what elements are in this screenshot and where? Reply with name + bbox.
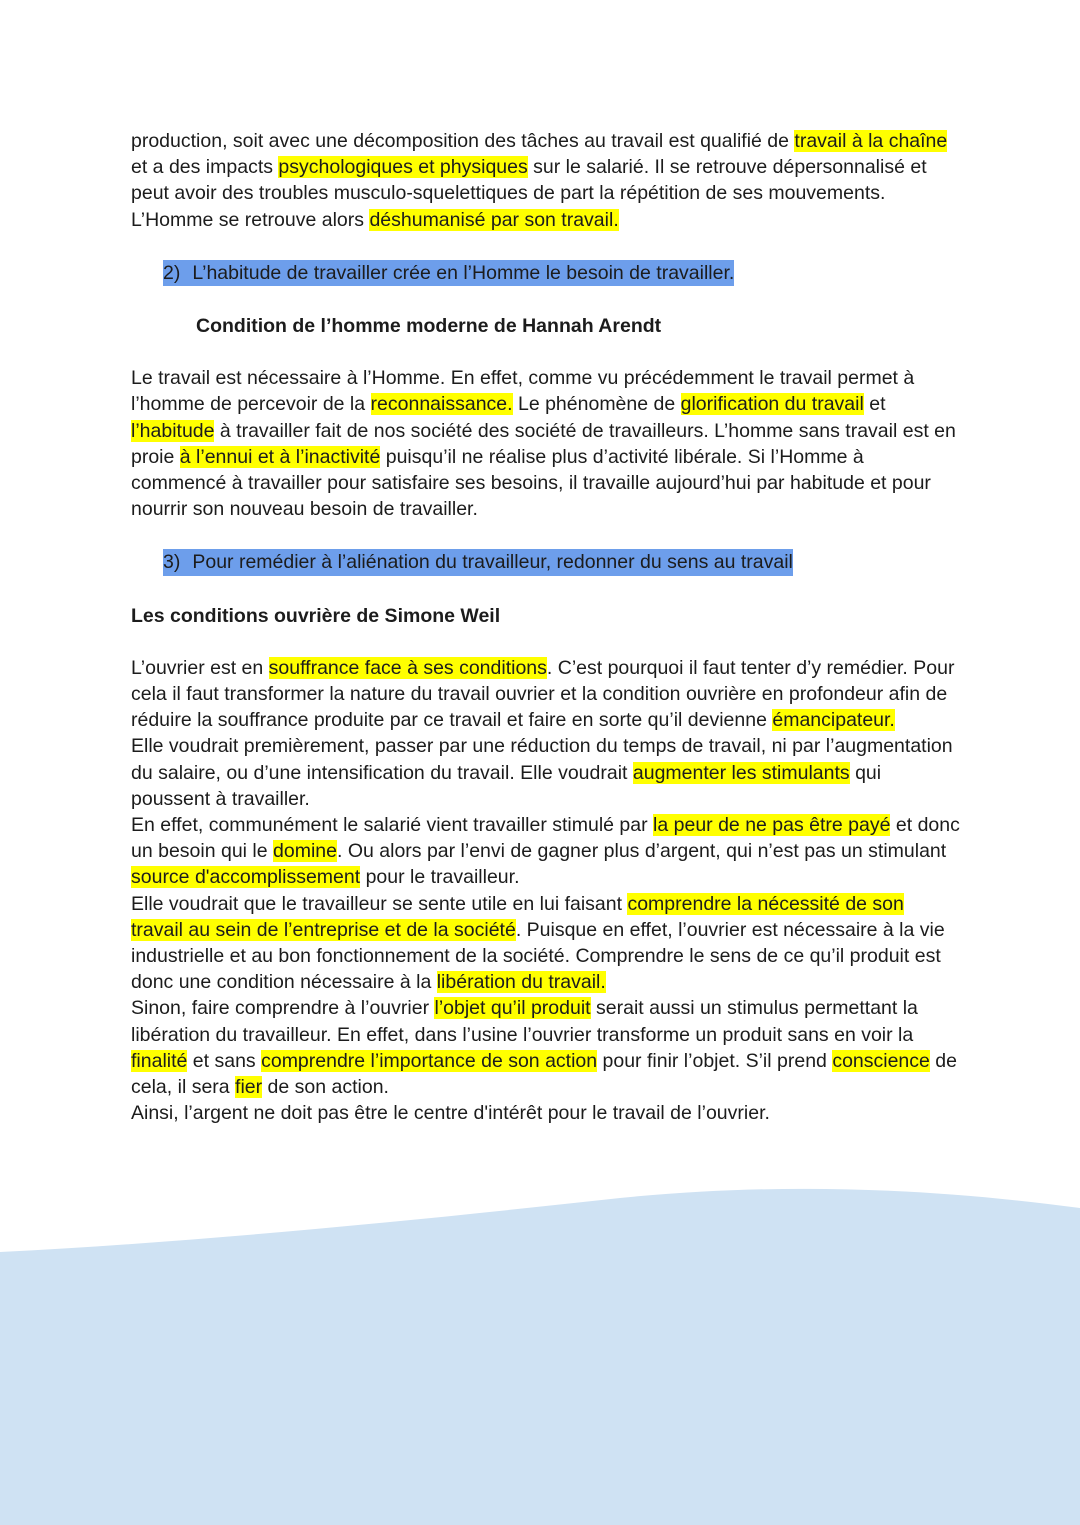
text-run: et a des impacts — [131, 156, 279, 179]
highlighted-text: libération du travail. — [436, 971, 606, 994]
section-heading-3 — [163, 549, 793, 575]
text-run: Le travail est nécessaire à l’Homme. En effet, comme vu précédemment le travail permet à l’homme de percevoir de la — [131, 367, 915, 416]
highlighted-text: souffrance face à ses conditions — [268, 656, 547, 679]
text-run: pour finir l’objet. S’il prend — [597, 1049, 833, 1072]
text-run: de son action. — [262, 1076, 389, 1099]
highlighted-text: émancipateur. — [772, 709, 895, 732]
highlighted-text: domine — [273, 840, 337, 863]
text-run: . Puisque en effet, l’ouvrier est nécessaire à la vie industrielle et au bon fonctionnement de la société. Comprendre le sens de ce qu’il produit est donc une condition nécessaire à la — [131, 918, 945, 994]
highlighted-text: travail à la chaîne — [794, 130, 948, 152]
highlighted-text: l’habitude — [131, 419, 215, 442]
text-run: Le phénomène de — [512, 393, 681, 416]
subheading-weil: Les conditions ouvrière de Simone Weil — [131, 604, 501, 627]
text-run: Sinon, faire comprendre à l’ouvrier — [131, 997, 435, 1020]
highlighted-text: source d'accomplissement — [131, 866, 361, 889]
highlighted-text: reconnaissance. — [370, 393, 513, 416]
highlighted-text: la peur de ne pas être payé — [653, 814, 891, 837]
text-run: et donc un besoin qui le — [131, 814, 960, 863]
text-run: . C’est pourquoi il faut tenter d’y remédier. Pour cela il faut transformer la nature du travail ouvrier et la condition ouvrière en profondeur afin de réduire la souffrance produite par ce travail et faire en sorte qu’il devienne — [131, 656, 955, 732]
text-run: Elle voudrait que le travailleur se sente utile en lui faisant — [131, 892, 628, 915]
section-heading-2 — [163, 260, 734, 286]
section-title: L’habitude de travailler crée en l’Homme le besoin de travailler. — [192, 261, 735, 284]
text-run: de cela, il sera — [131, 1049, 957, 1099]
text-run: production, soit avec une décomposition des tâches au travail est qualifié de — [131, 130, 795, 152]
text-run: qui poussent à travailler. — [131, 761, 882, 810]
text-run: . Ou alors par l’envi de gagner plus d’argent, qui n’est pas un stimulant — [337, 840, 947, 863]
highlighted-text: comprendre la nécessité de son travail au sein de l’entreprise et de la société — [131, 892, 904, 941]
paragraph-assembly-line — [131, 128, 961, 233]
highlighted-text: déshumanisé par son travail. — [369, 208, 619, 231]
text-run: serait aussi un stimulus permettant la libération du travailleur. En effet, dans l’usine l’ouvrier transforme un produit sans en voir la — [131, 997, 918, 1046]
text-run: L’ouvrier est en — [131, 656, 269, 679]
text-run: puisqu’il ne réalise plus d’activité libérale. Si l’Homme à commencé à travailler pour satisfaire ses besoins, il travaille aujourd’hui par habitude et pour nourrir son nouveau besoin de travailler. — [131, 445, 931, 521]
decorative-wave — [0, 1180, 1080, 1525]
highlighted-text: augmenter les stimulants — [632, 761, 850, 784]
highlighted-text: glorification du travail — [680, 393, 864, 416]
text-run: pour le travailleur. — [360, 866, 520, 889]
highlighted-text: comprendre l’importance de son action — [261, 1049, 598, 1072]
text-run: et sans — [187, 1049, 262, 1072]
section-title: Pour remédier à l’aliénation du travailleur, redonner du sens au travail — [192, 551, 793, 574]
document-page — [131, 128, 961, 1127]
text-run: En effet, communément le salarié vient travailler stimulé par — [131, 814, 654, 837]
highlighted-text: conscience — [832, 1049, 930, 1072]
highlighted-text: l’objet qu’il produit — [434, 997, 591, 1020]
highlighted-text: à l’ennui et à l’inactivité — [179, 445, 381, 468]
text-run: sur le salarié. Il se retrouve dépersonnalisé et peut avoir des troubles musculo-squelettiques de part la répétition de ses mouvements. L’Homme se retrouve alors — [131, 156, 927, 231]
text-run: à travailler fait de nos société des société de travailleurs. L’homme sans travail est en proie — [131, 419, 956, 468]
subheading-arendt: Condition de l’homme moderne de Hannah Arendt — [196, 315, 662, 338]
highlighted-text: fier — [235, 1076, 263, 1099]
text-run: et — [863, 393, 886, 416]
section-number: 3) — [163, 551, 181, 574]
text-run: Elle voudrait premièrement, passer par une réduction du temps de travail, ni par l’augmentation du salaire, ou d’une intensification du travail. Elle voudrait — [131, 735, 953, 784]
section-number: 2) — [163, 261, 181, 284]
paragraph-weil — [131, 655, 961, 1127]
highlighted-text: psychologiques et physiques — [278, 156, 528, 179]
paragraph-arendt — [131, 365, 961, 522]
highlighted-text: finalité — [131, 1049, 188, 1072]
text-run: Ainsi, l’argent ne doit pas être le centre d'intérêt pour le travail de l’ouvrier. — [131, 1102, 770, 1125]
